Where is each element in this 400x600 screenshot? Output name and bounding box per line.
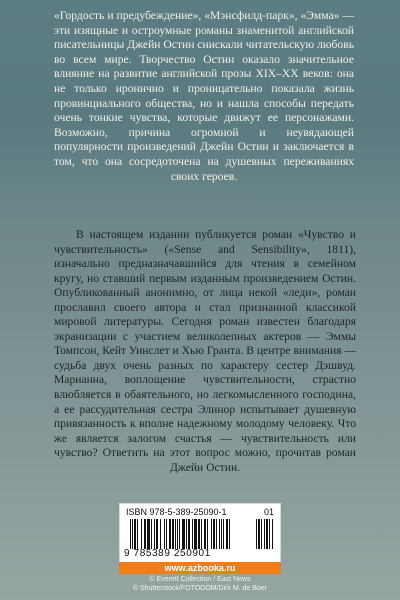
book-description (54, 228, 356, 475)
credit-line-1: © Everett Collection / East News (149, 576, 251, 583)
isbn-row (126, 507, 274, 517)
barcode-block (119, 503, 281, 563)
isbn-label: ISBN 978-5-389-25090-1 (126, 507, 227, 517)
photo-credits (0, 576, 400, 593)
isbn-addon: 01 (263, 507, 274, 517)
annotation-paragraph: «Гордость и предубеждение», «Мэнсфилд-парк», «Эмма» — эти изящные и остроумные романы знаменитой английской писательницы Джейн Остин снискали читательскую любовь во всем мире. Творчество Остин оказало значительное влияние на развитие английской прозы XIX–XX веков: она не только иронично и проницательно показала жизнь провинциального общества, но и нашла способы передать очень тонкие чувства, которые движут ее персонажами. Возможно, причина огромной и неувядающей популярности произведений Джейн Остин и заключается в том, что она сосредоточена на душевных переживаниях своих героев. (54, 9, 354, 183)
barcode-digits: 9 785389 250901 (124, 548, 211, 559)
description-paragraph: В настоящем издании публикуется роман «Чувство и чувствительность» («Sense and Sensibility», 1811), изначально предназначавшийся для чтения в семейном кругу, но ставший первым изданным произведением Остин. Опубликованный анонимно, от лица некой «леди», роман прославил своего автора и стал признанной классикой мировой литературы. Сегодня роман известен благодаря экранизации с участием великолепных актеров — Эммы Томпсон, Кейт Уинслет и Хью Гранта. В центре внимания — судьба двух очень разных по характеру сестер Дэшвуд. Марианна, воплощение чувствительности, страстно влюбляется в обаятельного, но легкомысленного господина, а ее рассудительная сестра Элинор испытывает душевную привязанность к вполне надежному молодому человеку. Что же является залогом счастья — чувствительность или чувство? Ответить на этот вопрос можно, прочитав роман Джейн Остин. (54, 228, 356, 474)
website-link[interactable]: www.azbooka.ru (119, 562, 281, 574)
barcode-icon (130, 519, 250, 549)
addon-barcode-icon (256, 519, 274, 549)
credit-line-2: © Shutterstock/FOTODOM/Dirk M. de Boer (132, 584, 268, 592)
